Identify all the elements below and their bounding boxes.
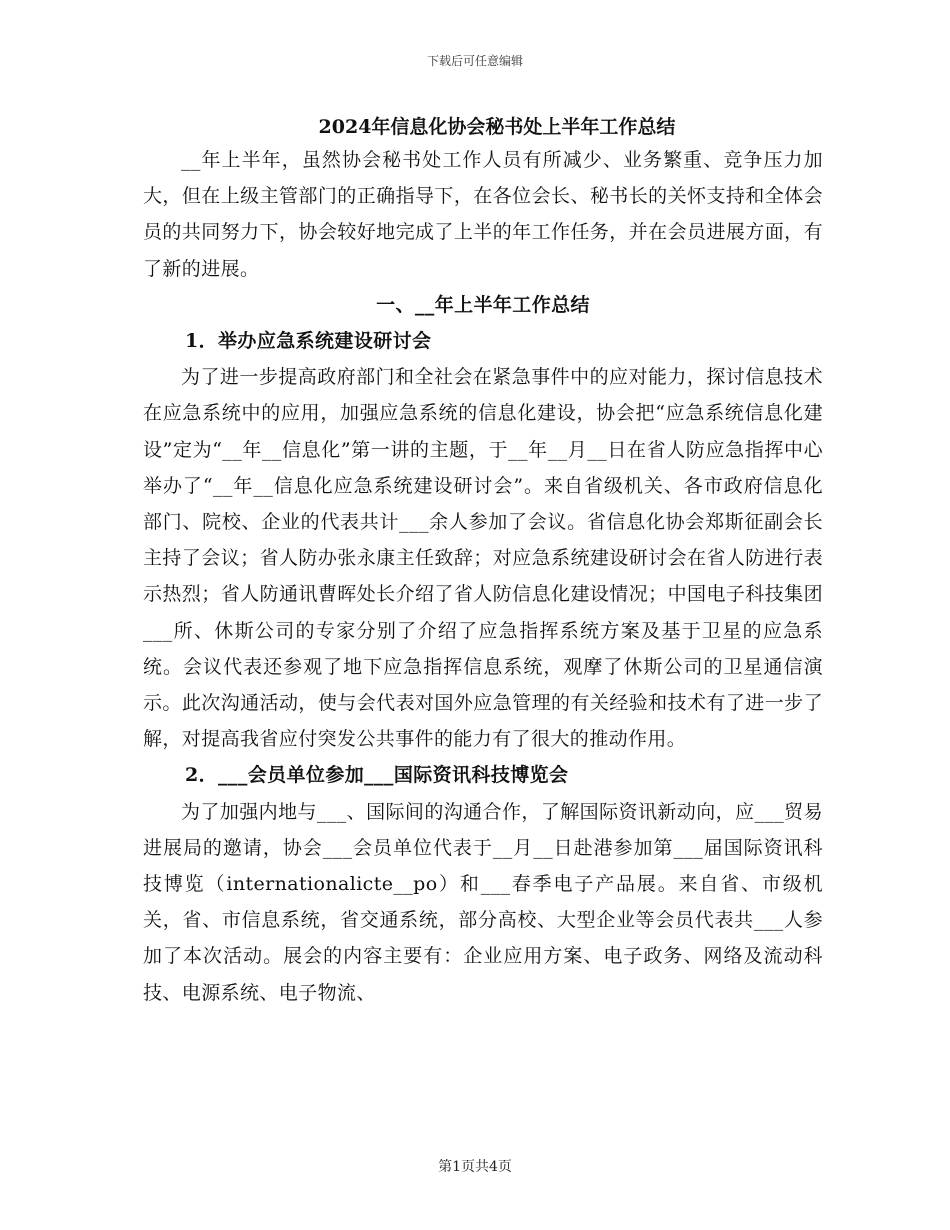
- document-body: [143, 112, 823, 1011]
- document-title: 2024年信息化协会秘书处上半年工作总结: [318, 116, 676, 138]
- section-heading: 一、__年上半年工作总结: [376, 293, 590, 316]
- intro-paragraph: __年上半年，虽然协会秘书处工作人员有所减少、业务繁重、竞争压力加大，但在上级主管部门的正确指导下，在各位会长、秘书长的关怀支持和全体会员的共同努力下，协会较好地完成了上半的年工作任务，并在会员进展方面，有了新的进展。: [143, 149, 823, 280]
- header-note: 下载后可任意编辑: [426, 54, 523, 68]
- item-heading-2: 2．___会员单位参加___国际资讯科技博览会: [185, 764, 569, 787]
- item-heading-1: 1．举办应急系统建设研讨会: [185, 330, 432, 353]
- item-2-paragraph: 为了加强内地与___、国际间的沟通合作，了解国际资讯新动向，应___贸易进展局的邀请，协会___会员单位代表于__月__日赴港参加第___届国际资讯科技博览（internationalicte__po）和___春季电子产品展。来自省、市级机关，省、市信息系统，省交通系统，部分高校、大型企业等会员代表共___人参加了本次活动。展会的内容主要有：企业应用方案、电子政务、网络及流动科技、电源系统、电子物流、: [143, 800, 823, 1004]
- page-footer: 第1页共4页: [438, 1159, 512, 1175]
- item-1-paragraph: 为了进一步提高政府部门和全社会在紧急事件中的应对能力，探讨信息技术在应急系统中的应用，加强应急系统的信息化建设，协会把“应急系统信息化建设”定为“__年__信息化”第一讲的主题，于__年__月__日在省人防应急指挥中心举办了“__年__信息化应急系统建设研讨会”。来自省级机关、各市政府信息化部门、院校、企业的代表共计___余人参加了会议。省信息化协会郑斯征副会长主持了会议；省人防办张永康主任致辞；对应急系统建设研讨会在省人防进行表示热烈；省人防通讯曹晖处长介绍了省人防信息化建设情况；中国电子科技集团___所、休斯公司的专家分别了介绍了应急指挥系统方案及基于卫星的应急系统。会议代表还参观了地下应急指挥信息系统，观摩了休斯公司的卫星通信演示。此次沟通活动，使与会代表对国外应急管理的有关经验和技术有了进一步了解，对提高我省应付突发公共事件的能力有了很大的推动作用。: [143, 366, 823, 751]
